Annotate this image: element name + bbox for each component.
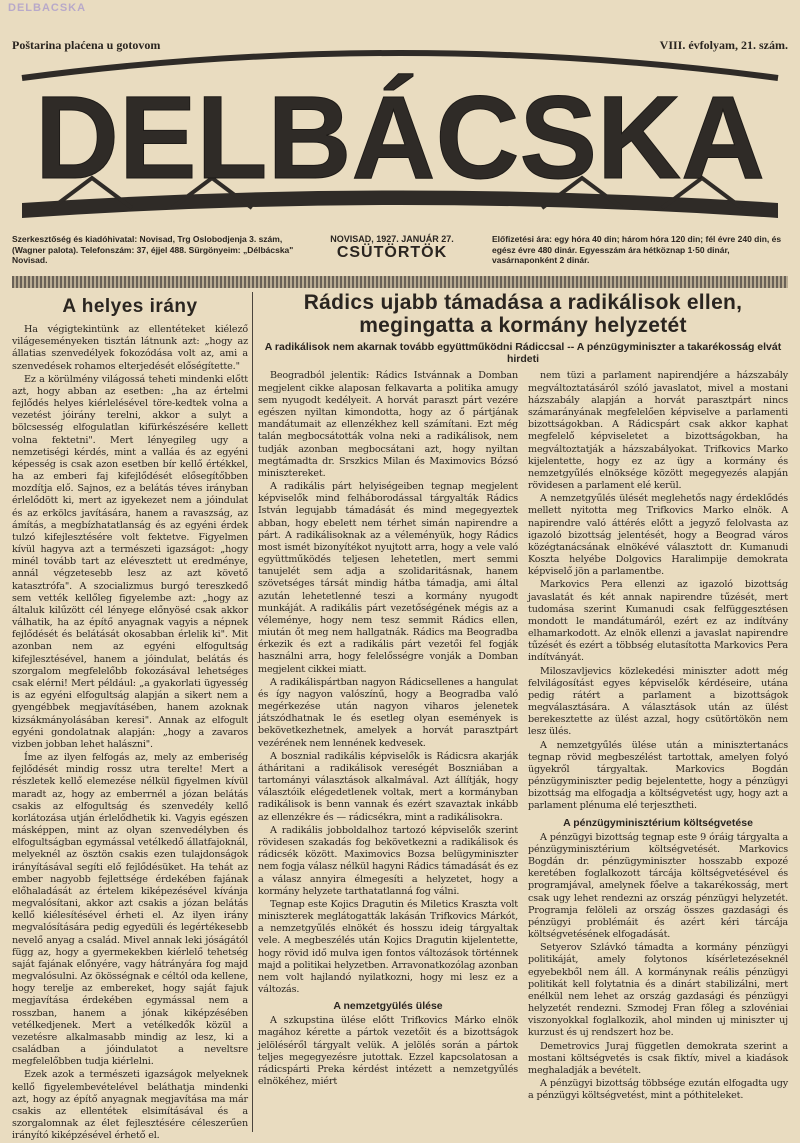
issue-day: CSÜTÖRTÖK: [336, 244, 448, 261]
masthead-logo: [12, 58, 788, 228]
paragraph: A szkupstina ülése előtt Trifkovics Márko elnök magához kérette a pártok vezetőit és a bizottságok jelöléséről tárgyalt velük. A jelölés során a pártok teljes megegyezésre jutottak. Ezzel kapcsolatosan a rádicspárti Preka kérdést intézett a nemzetgyűlés elnökéhez, miért: [258, 1015, 518, 1088]
paragraph: A nemzetgyűlés ülése után a minisztertanács tegnap rövid megbeszélést tartottak, amelyen folyó ügyekről tárgyaltak. Markovics Bogdán pénzügyminiszter pedig bejelentette, hogy a pénzügyi bizottság ma elfogadja a költségvetést ugy, hogy azt a parlament plénuma elé terjesztheti.: [528, 739, 788, 812]
left-column: [12, 292, 248, 1142]
paragraph: A pénzügyi bizottság többsége ezután elfogadta ugy a pénzügyi költségvetést, mint a póthiteleket.: [528, 1078, 788, 1102]
paragraph: Demetrovics Juraj független demokrata szerint a mostani költségvetés is csak fiktív, mivel a kiadások meghaladják a bevételt.: [528, 1040, 788, 1076]
masthead-rule: [12, 276, 788, 288]
main-article-columns: [258, 370, 788, 1103]
left-article-body: [12, 324, 248, 1143]
paragraph: Ez a körülmény világossá teheti mindenki előtt azt, hogy abban az esetben: „ha az értelmi fejlődés helyes kiérlelésével töre-kedtek volna a vezetést jóirány terelni, akkor a sulyt a bölcsesség elfogulatlan kifürkészésére kellett volna fektetni". Mert lényegileg ugy a nemzetiségi kérdés, mint a valláa és az egyéni képesség is csak azon esetben bír kellő értékkel, ha az emberi faj kifejlődését elősegítőbben mozdítja elő. Sajnos, ez a belátás téves irányban érlelődött ki, mert az igyekezet nem a jóindulat és az erkölcs javítására, hanem a ravaszság, az ámítás, a megbízhatatlanság és az egyéni érdek tulzó kifejlesztésére volt fektetve. Figyelmen kívül hagyva azt a természeti igazságot: „hogy minél tovább tart az elévesztett ut eredménye, annál végzetesebb lesz az azt követő katasztrófa". A szocializmus burgó tereszkedő sem vették kellőleg figyelembe azt: „hogy az általuk kilűzött cél lényege előnyösé csak akkor válhatik, ha az építő anyagnak vagyis a népnek fejlődését és belátását okosabban érlelik ki". Mit azonban nem az egyéni elfogultság kifejlesztésével, hanem a jóindulat, belátás és szorgalom megfelelőbb fokozásával lehetséges csak elérni! Mert például: „a gyakorlati ügyesség is az egyéni elfogultság alapján a sikert nem a gyengébbek megjavításében, hanem azoknak kizsákmányolásában keresi". Annak az elfogult egyéni gondolatnak alapján: „hogy a zavaros vizben jobban lehet halászni".: [12, 373, 248, 750]
paragraph: Markovics Pera ellenzi az igazoló bizottság javaslatát és két annak napirendre tűzését, mert tudomása szerint Kumanudi csak felfüggesztésen mondott le mandátumáról, ezért ez az indítvány elhamarkodott. Az elnök ellenzi a javaslat napirendre tűzését és ezért a többség elutasította Markovics Pera indítványát.: [528, 579, 788, 664]
main-col1-body: [258, 370, 518, 996]
paragraph: A radikális jobboldalhoz tartozó képviselők szerint rövidesen szakadás fog bekövetkezni a radikálisok és rádicsék között. Maximovics Bozsa belügyminiszter nem fogja válasz nélkül hagyni Rádics támadását és ez a válasz annyira élmegesíti a helyzetet, hogy a kormány helyzete tarthatatlanná fog válni.: [258, 824, 518, 897]
main-article-title: Rádics ujabb támadása a radikálisok ellen, megingatta a kormány helyzetét: [303, 291, 743, 337]
paragraph: Miloszavljevics közlekedési miniszter adott még felvilágosítást egyes képviselők kérdéseire, utána pedig rátért a parlament a bizottságok megválasztására. A választások után az ülést berekesztette az ülést azzal, hogy csütörtökön nem lesz ülés.: [528, 665, 788, 738]
masthead: [12, 58, 788, 228]
main-col2-body: [528, 370, 788, 812]
main-col1-body-after: [258, 1015, 518, 1088]
col1-subheading: A nemzetgyülés ülése: [333, 1000, 443, 1013]
volume-note: VIII. évfolyam, 21. szám.: [659, 38, 788, 52]
paragraph: A nemzetgyűlés ülését meglehetős nagy érdeklődés mellett nyitotta meg Trifkovics Marko elnök. A napirendre való áttérés előtt a jegyző felolvasta az igazoló bizottság jelentését, hogy a Beograd város közégtanácsának elnökévé választott dr. Kumanudi Koszta helyébe Dolgovics Haralimpije demokrata képviselő jön a parlamentbe.: [528, 493, 788, 578]
col2-subheading: A pénzügyminisztérium költségvetése: [563, 816, 753, 829]
subscription-info: Előfizetési ára: egy hóra 40 din; három hóra 120 din; fél évre 240 din, és egész évre 480 dinár. Egyesszám ára hétköznap 1·50 dinár, vasárnaponként 2 dinár.: [492, 234, 782, 266]
date-block: [302, 234, 482, 276]
paragraph: Tegnap este Kojics Dragutin és Miletics Kraszta volt miniszterek meglátogatták lakásán Trifkovics Márkót, a nemzetgyűlés elnökét és hosszu ideig tárgyaltak vele. A megbeszélés után Kojics Dragutin kijelentette, hogy rövid idő mulva igen fontos változások történnek majd a politikai helyzetben. Arravonatkozólag azonban nem volt hajlandó nyilatkozni, hogy mi lesz ez a változás.: [258, 898, 518, 996]
info-bar: [12, 234, 788, 276]
main-article: [258, 292, 788, 1132]
issue-date: NOVISAD, 1927. JANUÁR 27.: [330, 234, 454, 244]
main-column-1: [258, 370, 518, 1103]
paragraph: A bosznial radikális képviselők is Rádicsra akarják átháritani a radikálisok vereségét Boszniában a tartományi választások alkalmával. Azt állítják, hogy választóik elégedetlenek voltak, mert a kormányban radikálisok is benn vannak és ezért szavaztak inkább az ellenzékre és — rádicsékra, mint a radikálisokra.: [258, 750, 518, 823]
paragraph: Setyerov Szlávkó támadta a kormány pénzügyi politikáját, amely folytonos kísérletezéseknél egyebekből nem áll. A kormánynak reális pénzügyi politikát kell folytatnia és a dinárt stabilizálni, mert enélkül nem lehet az ország gazdasági és pénzügyi helyzetét rendezni. Szmodej Fran főleg a szlovéniai viszonyokkal foglalkozik, ahol minden uj miniszter uj kurzust és uj rendszert hoz be.: [528, 942, 788, 1039]
paragraph: Ha végigtekintünk az ellentéteket kiélező világeseményeken tisztán látnunk azt: „hogy az állatias szenvedélyek fokozódása volt az, ami a szenvedések rohamos elterjedését előségítette.": [12, 324, 248, 372]
paragraph: nem tüzi a parlament napirendjére a házszabály megváltoztatásáról szóló javaslatot, mivel a mostani házszabály alapján a horvát parasztpárt nincs számarányának megfelelően képviselve a parlamenti bizottságokban. A Rádicspárt csak akkor kaphat megfelelő képviseletet a bizottságokban, ha megváltoztatják a házszabályokat. Trifkovics Marko kijelentette, hogy ez az ügy a kormány és nemzetgyűlés elnöksége között megegyezés alapján rövidesen a parlament elé kerül.: [528, 370, 788, 492]
main-article-subtitle: A radikálisok nem akarnak tovább együttműködni Rádiccsal -- A pénzügyminiszter a takarékosság elvát hirdeti: [264, 341, 782, 366]
library-stamp: DELBACSKA: [8, 2, 87, 14]
paragraph: A radikálispártban nagyon Rádicsellenes a hangulat és így nagyon valószínű, hogy a Beogradba való megérkezése után nagyon viharos jelenetek játszódhatnak le és esetleg olyan események is bekövetkezhetnek, amelyek a horvát parasztpárt vezérének nem lennének kedvesek.: [258, 676, 518, 749]
paragraph: Beogradból jelentik: Rádics Istvánnak a Domban megjelent cikke alaposan felkavarta a politika amugy sem nyugodt kedélyeit. A horvát paraszt párt vezére egészen nyiltan kimondotta, hogy az ő pártjának mandátumait az ellenzékhez kell számítani. Ezt még talán megbocsátották volna neki a radikálisok, nem tudják azonban megbocsátani azt, hogy nyiltan megtámadta dr. Srszkics Milan és Maximovics Bózsó minisztereket.: [258, 370, 518, 479]
paragraph: A radikális párt helyiségeiben tegnap megjelent képviselők mind felháborodással tárgyalták Rádics István legujabb támadását és mind megegyeztek abban, hogy ebelett nem térhet simán napirendre a párt. A radikálisoknak az a véleményük, hogy Rádics most ismét bizonyítékot nyujtott arra, hogy a vele való együttműködés teljesen lehetetlen, mert semmi tanujelét sem adja a szolidaritásnak, hanem szövetséges társát mindig hátba támadja, ami által azután lehetetlenné teszi a kormány nyugodt munkáját. A radikális párt vezetőségének mégis az a véleménye, hogy nem tesz semmit Rádics ellen, miután őt meg nem hallgatnák. Rádics ma Beogradba érkezik és ezt a radikális párt vezetői fel fogják használni arra, hogy felelősségre vonják a Domban megjelent cikkei miatt.: [258, 481, 518, 675]
postage-note: Poštarina plaćena u gotovom: [12, 38, 161, 52]
editorial-info: Szerkesztőség és kiadóhivatal: Novisad, Trg Oslobodjenja 3. szám, (Wagner palota). Telefonszám: 37, éjjel 488. Sürgönyeim: „Délbácska" Novisad.: [12, 234, 294, 266]
left-article-title: A helyes irány: [62, 296, 198, 317]
masthead-title: DELBÁCSKA: [35, 72, 765, 204]
main-column-2: [528, 370, 788, 1103]
paragraph: A pénzügyi bizottság tegnap este 9 óráig tárgyalta a pénzügyminisztérium költségvetését. Markovics Bogdán dr. pénzügyminiszter hosszabb expozé keretében foglalkozott tárcája költségvetésével és programjával, amelynek főelve a takarékosság, mert csak ugy lehet rendezni az ország pénzügyi helyzetét. Programja felöleli az ország összes gazdasági és pénzügyi problémáit és azért kéri tárcája költségvetésének elfogadását.: [528, 831, 788, 941]
column-divider: [252, 292, 253, 1132]
main-col2-body-after: [528, 832, 788, 1103]
paragraph: Ezek azok a természeti igazságok melyeknek kellő figyelembevételével beláthatja mindenki azt, hogy az építő anyagnak megjavítása ma már csakis az ellentétek elsimításával és a szorgalomnak az élet fejlesztésére céleszerűen irányító kiképzésével érhető el.: [12, 1069, 248, 1142]
paragraph: Íme az ilyen felfogás az, mely az emberiség fejlődését mindig rossz utra terelte! Mert a részletek kellő elemezése nélkül figyelmen kívül maradt az, hogy az emberrnél a józan belátás csakis az elfogultság és szenvedély kellő korlátozása utján érlelődhetik ki. Vagyis egészen másképpen, mint az olyan szenvedélyben és elfogultságban egymással vetélkedő állatfajoknál, melyeknél az ösztön csakis ezen tulajdonságok irányításával segíti elő fejlődésüket. Ha tehát az ember nagyobb fejlettsége érdekében fajának előhaladását az értelem kiképezésével kívánja megvalósítani, akkor azt csakis a józan belátás kellő kiélesítésével érheti el. Az ilyen irány megvalósítására pedig egyedüli és legértékesebb nevelő anyag a család. Mivel annak leki jóságától függ az, hogy a gyermekekben kiérlelő tehetség saját fajának előnyére, vagy hátrányára fog majd megvalósulni. Az ökösségnak e céltól oda kellene, hogy terelje az embereket, hogy saját fajuk megjavítása érdekében egymással nem a rosszban, hanem a jónak kiképzésében vetélkedjenek. Mert a vetélkedők közül a vezetésre alkalmasabb mindig az lesz, ki a családban a jóindulatot a neveltsre megfelelőbben tudja kiérlelni.: [12, 752, 248, 1068]
